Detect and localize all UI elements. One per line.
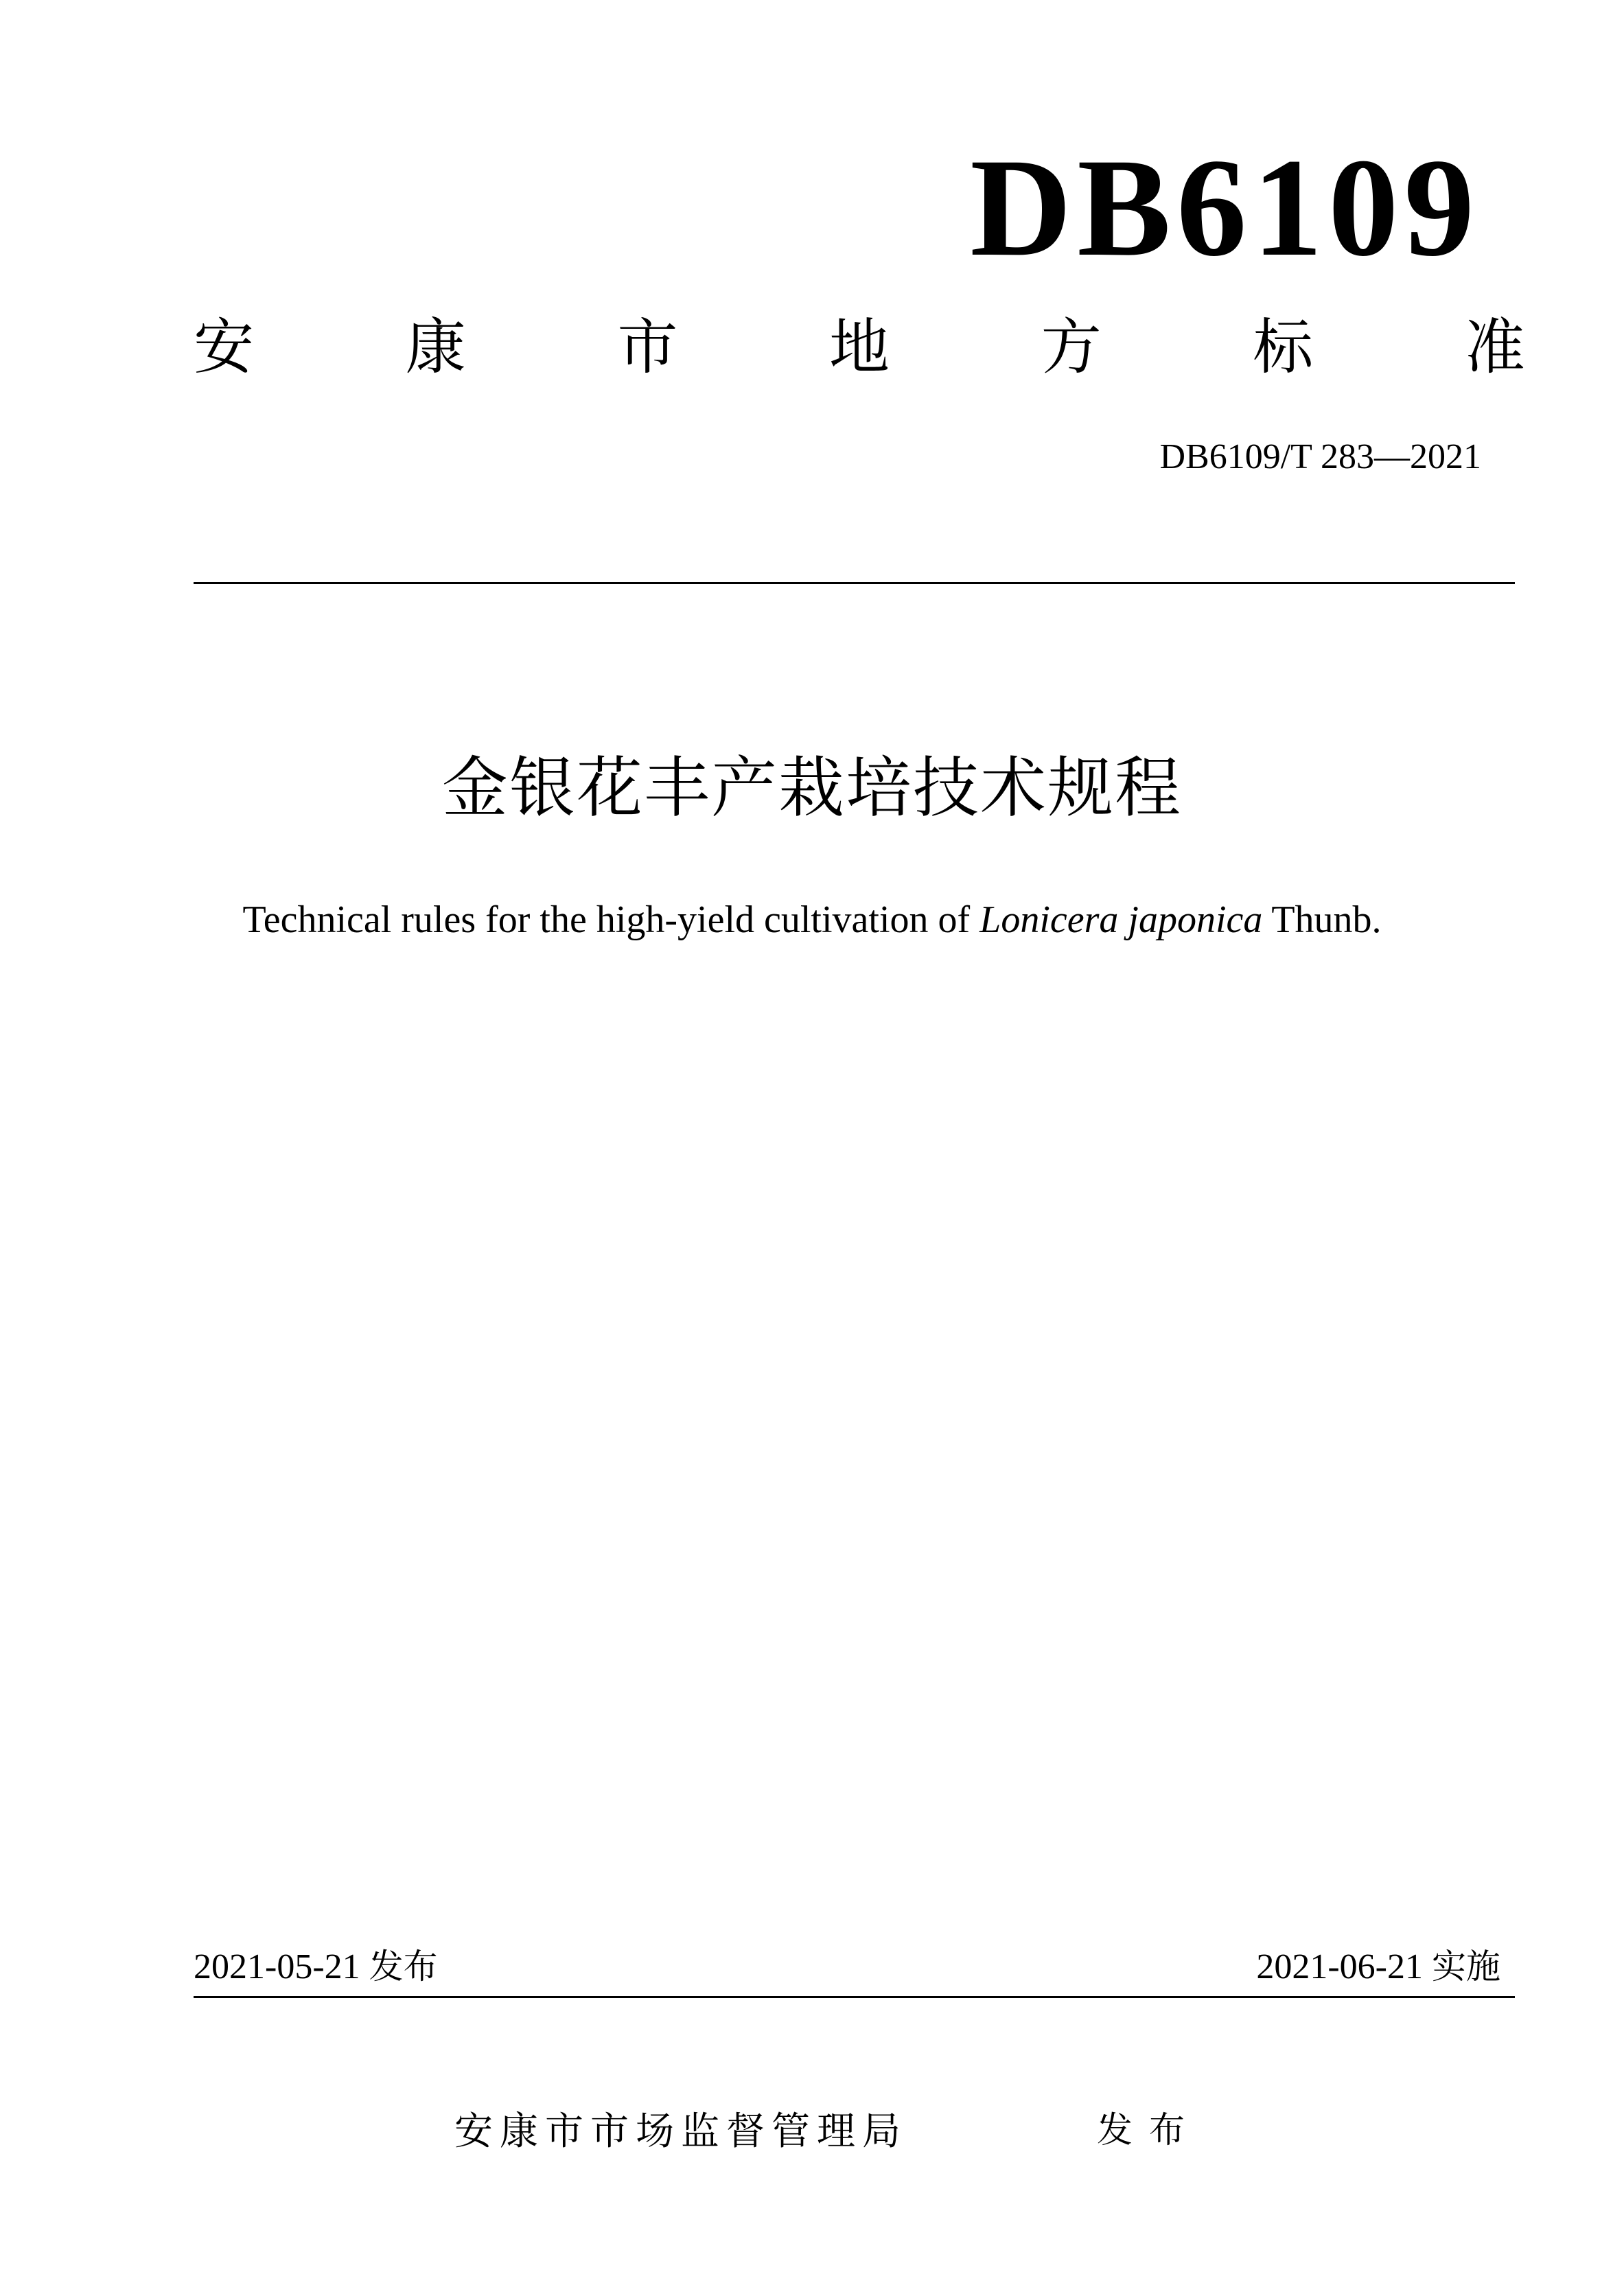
footer-divider xyxy=(194,1996,1515,1998)
implement-date: 2021-06-21 xyxy=(1256,1947,1423,1986)
document-title-english xyxy=(0,898,1624,941)
header-divider xyxy=(194,582,1515,584)
implement-label: 实施 xyxy=(1432,1947,1500,1986)
document-title-chinese: 金银花丰产栽培技术规程 xyxy=(442,750,1182,826)
standard-type-char: 准 xyxy=(1464,312,1525,382)
standard-type-char: 安 xyxy=(194,312,255,382)
issuing-action: 发布 xyxy=(1097,2110,1202,2151)
publish-date: 2021-05-21 xyxy=(194,1947,360,1986)
issuing-authority: 安康市市场监督管理局 xyxy=(454,2109,907,2154)
standard-type-char: 康 xyxy=(405,312,466,382)
standard-number: DB6109/T 283—2021 xyxy=(1159,437,1481,476)
standard-type-heading xyxy=(194,312,1525,382)
title-english-part: Technical rules for the high-yield cultivation of xyxy=(242,898,980,941)
standard-type-char: 方 xyxy=(1041,312,1102,382)
publish-label: 发布 xyxy=(369,1947,438,1986)
standard-type-char: 地 xyxy=(828,312,890,382)
publish-date-line xyxy=(194,1949,438,1985)
title-english-part: Thunb. xyxy=(1262,898,1382,941)
title-english-species: Lonicera japonica xyxy=(979,898,1263,941)
standard-code-heading: DB6109 xyxy=(970,130,1480,286)
standard-type-char: 标 xyxy=(1253,312,1314,382)
implement-date-line xyxy=(1256,1949,1500,1985)
standard-type-char: 市 xyxy=(617,312,678,382)
